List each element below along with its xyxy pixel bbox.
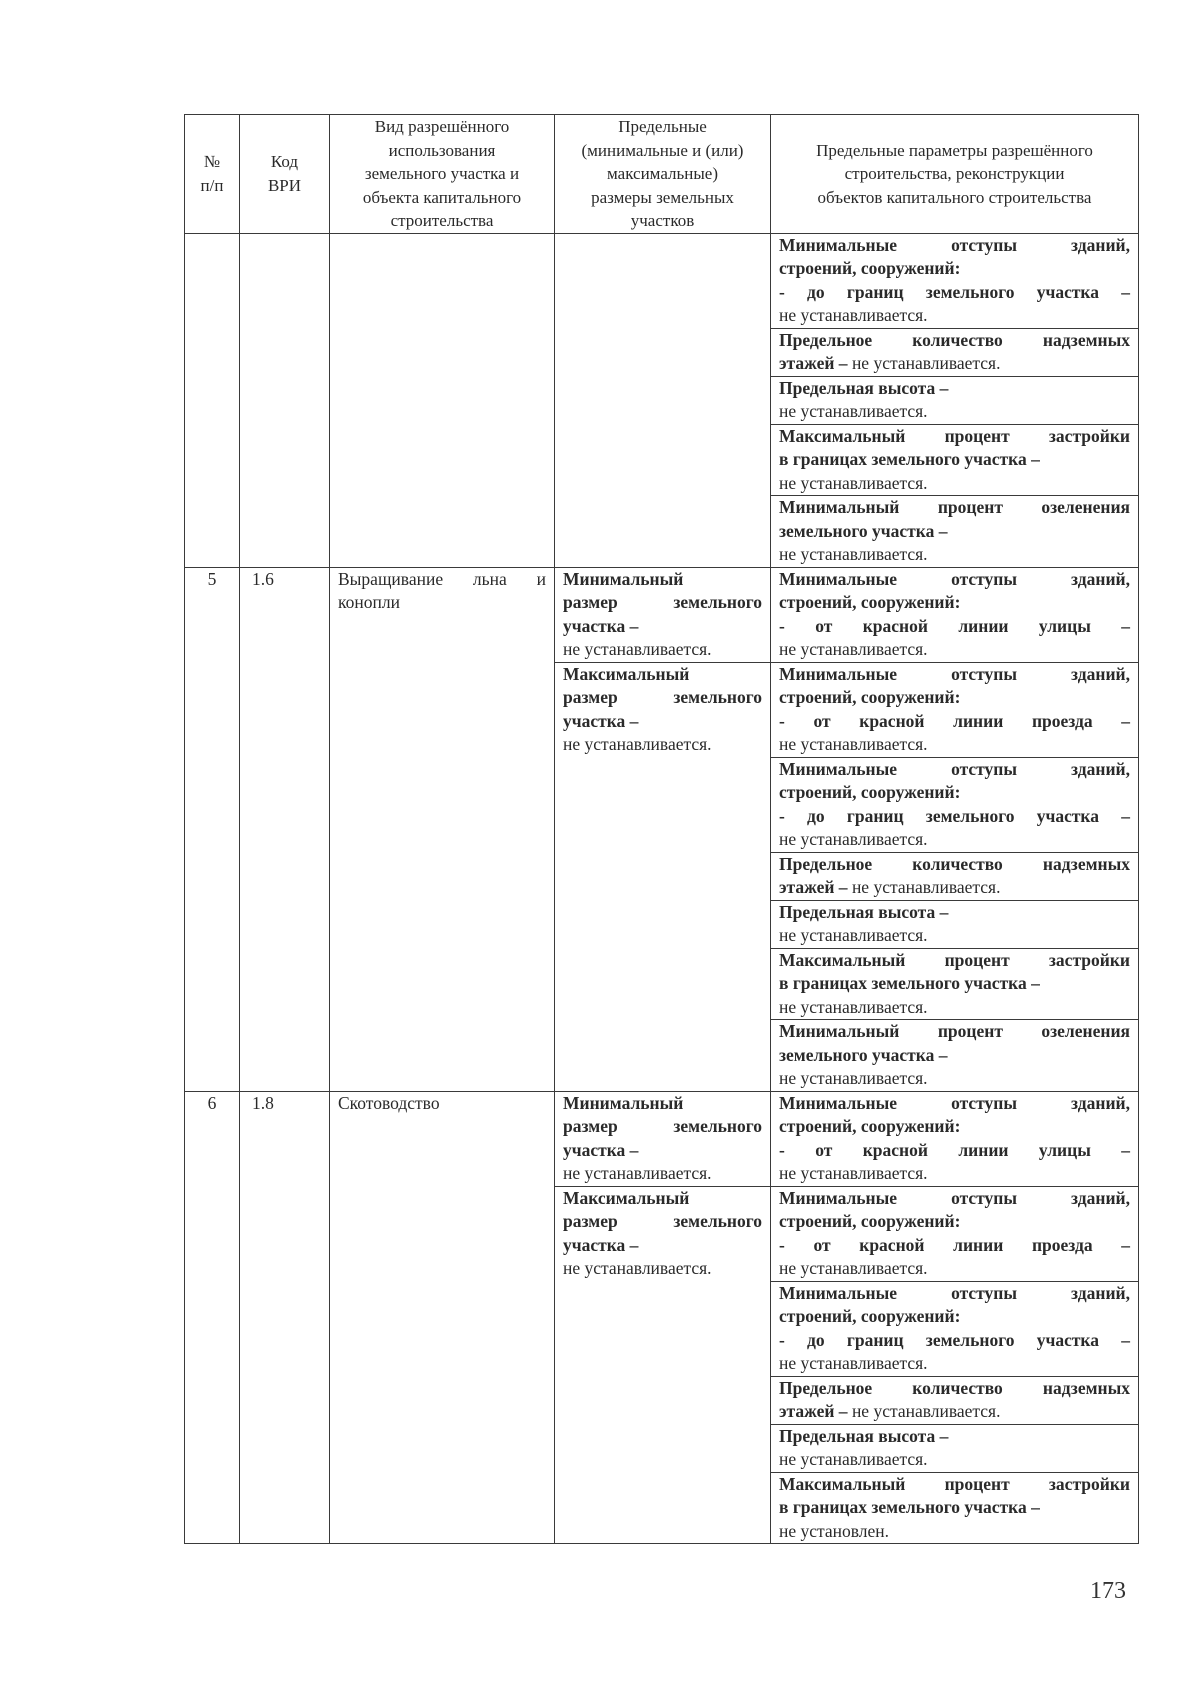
param-cell: Минимальные отступы зданий, строений, сооружений: - от красной линии проезда – не устанавливается.	[771, 1186, 1139, 1281]
cell-number	[185, 233, 240, 567]
header-use-type: Вид разрешённого использования земельного участка и объекта капитального строительства	[330, 115, 555, 234]
param-cell: Минимальные отступы зданий, строений, сооружений: - до границ земельного участка – не устанавливается.	[771, 233, 1139, 328]
cell-number: 5	[185, 567, 240, 1091]
param-cell: Предельная высота – не устанавливается.	[771, 900, 1139, 948]
cell-code: 1.8	[240, 1091, 330, 1544]
param-cell: Максимальный процент застройки в границах земельного участка – не устанавливается.	[771, 424, 1139, 496]
page-number: 173	[1090, 1578, 1126, 1604]
param-cell: Минимальные отступы зданий, строений, сооружений: - от красной линии улицы – не устанавливается.	[771, 1091, 1139, 1186]
regulations-table	[184, 114, 1139, 1544]
param-cell: Максимальный процент застройки в границах земельного участка – не устанавливается.	[771, 948, 1139, 1020]
cell-use: Скотоводство	[330, 1091, 555, 1544]
param-cell: Предельная высота – не устанавливается.	[771, 376, 1139, 424]
cell-code: 1.6	[240, 567, 330, 1091]
param-cell: Минимальный процент озеленения земельного участка – не устанавливается.	[771, 496, 1139, 568]
cell-size	[555, 233, 771, 567]
param-cell: Предельное количество надземных этажей – не устанавливается.	[771, 1376, 1139, 1424]
param-cell: Минимальные отступы зданий, строений, сооружений: - от красной линии улицы – не устанавливается.	[771, 567, 1139, 662]
cell-size: Максимальный размер земельного участка – не устанавливается.	[555, 662, 771, 1091]
param-cell: Предельное количество надземных этажей – не устанавливается.	[771, 328, 1139, 376]
param-cell: Минимальный процент озеленения земельного участка – не устанавливается.	[771, 1020, 1139, 1092]
param-cell: Предельная высота – не устанавливается.	[771, 1424, 1139, 1472]
header-number: № п/п	[185, 115, 240, 234]
cell-code	[240, 233, 330, 567]
cell-use: Выращивание льна и конопли	[330, 567, 555, 1091]
cell-size: Минимальный размер земельного участка – не устанавливается.	[555, 567, 771, 662]
header-build-params: Предельные параметры разрешённого строительства, реконструкции объектов капитального строительства	[771, 115, 1139, 234]
param-cell: Минимальные отступы зданий, строений, сооружений: - от красной линии проезда – не устанавливается.	[771, 662, 1139, 757]
cell-use	[330, 233, 555, 567]
header-code: Код ВРИ	[240, 115, 330, 234]
table-header-row	[185, 115, 1139, 234]
table-row	[185, 233, 1139, 328]
cell-size: Минимальный размер земельного участка – не устанавливается.	[555, 1091, 771, 1186]
table-row	[185, 1091, 1139, 1186]
param-cell: Минимальные отступы зданий, строений, сооружений: - до границ земельного участка – не устанавливается.	[771, 1281, 1139, 1376]
table-row	[185, 567, 1139, 662]
cell-size: Максимальный размер земельного участка – не устанавливается.	[555, 1186, 771, 1544]
header-plot-size: Предельные (минимальные и (или) максимальные) размеры земельных участков	[555, 115, 771, 234]
param-cell: Предельное количество надземных этажей – не устанавливается.	[771, 852, 1139, 900]
param-cell: Максимальный процент застройки в границах земельного участка – не установлен.	[771, 1472, 1139, 1544]
cell-number: 6	[185, 1091, 240, 1544]
param-cell: Минимальные отступы зданий, строений, сооружений: - до границ земельного участка – не устанавливается.	[771, 757, 1139, 852]
